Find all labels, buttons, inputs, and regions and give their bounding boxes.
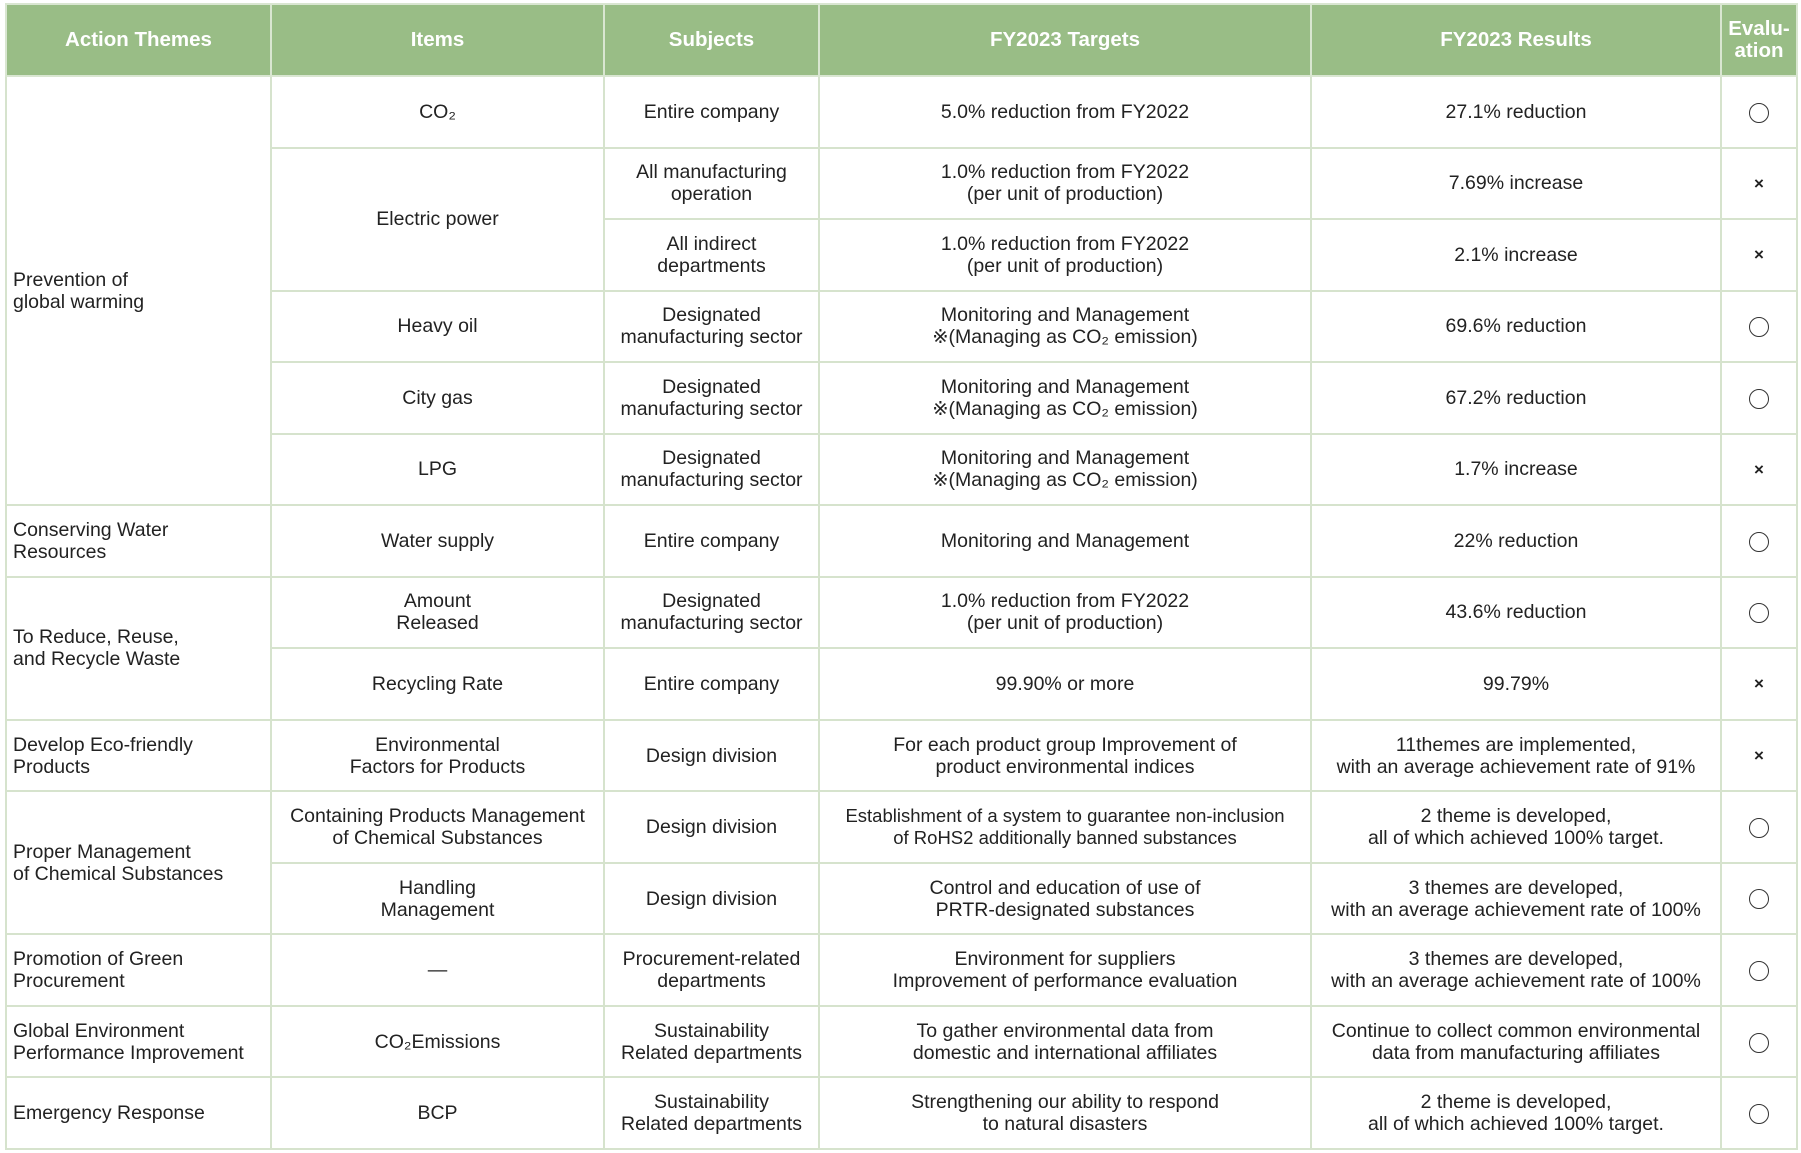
theme-cell: To Reduce, Reuse, and Recycle Waste — [6, 577, 271, 720]
item-cell: Handling Management — [271, 863, 604, 935]
target-cell: 5.0% reduction from FY2022 — [819, 76, 1311, 148]
item-cell: Environmental Factors for Products — [271, 720, 604, 792]
theme-cell: Prevention of global warming — [6, 76, 271, 505]
evaluation-cell — [1721, 577, 1797, 649]
cross-mark-icon: × — [1754, 674, 1764, 694]
item-cell: Heavy oil — [271, 291, 604, 363]
evaluation-cell — [1721, 76, 1797, 148]
subject-cell: All indirect departments — [604, 219, 819, 291]
cross-mark-icon: × — [1754, 173, 1764, 193]
subject-cell: Design division — [604, 791, 819, 863]
subject-cell: Entire company — [604, 505, 819, 577]
result-cell: 11themes are implemented, with an average achievement rate of 91% — [1311, 720, 1721, 792]
circle-mark-icon — [1749, 818, 1769, 838]
header-evaluation: Evalu- ation — [1721, 4, 1797, 76]
evaluation-cell — [1721, 648, 1797, 720]
result-cell: 99.79% — [1311, 648, 1721, 720]
target-cell: 1.0% reduction from FY2022 (per unit of production) — [819, 148, 1311, 220]
evaluation-cell — [1721, 219, 1797, 291]
evaluation-cell — [1721, 434, 1797, 506]
result-cell: 2.1% increase — [1311, 219, 1721, 291]
item-cell: CO₂ — [271, 76, 604, 148]
evaluation-cell — [1721, 1077, 1797, 1149]
item-cell: Recycling Rate — [271, 648, 604, 720]
item-cell: City gas — [271, 362, 604, 434]
table-row — [6, 434, 1797, 506]
table-row — [6, 648, 1797, 720]
item-cell: BCP — [271, 1077, 604, 1149]
result-cell: 2 theme is developed, all of which achieved 100% target. — [1311, 1077, 1721, 1149]
evaluation-cell — [1721, 720, 1797, 792]
cross-mark-icon: × — [1754, 745, 1764, 765]
evaluation-cell — [1721, 1006, 1797, 1078]
subject-cell: Sustainability Related departments — [604, 1077, 819, 1149]
subject-cell: Designated manufacturing sector — [604, 577, 819, 649]
circle-mark-icon — [1749, 1104, 1769, 1124]
circle-mark-icon — [1749, 961, 1769, 981]
table-row — [6, 291, 1797, 363]
item-cell: CO₂Emissions — [271, 1006, 604, 1078]
table-row — [6, 76, 1797, 148]
table-row — [6, 577, 1797, 649]
theme-cell: Emergency Response — [6, 1077, 271, 1149]
result-cell: Continue to collect common environmental data from manufacturing affiliates — [1311, 1006, 1721, 1078]
evaluation-cell — [1721, 863, 1797, 935]
circle-mark-icon — [1749, 603, 1769, 623]
table-row — [6, 148, 1797, 220]
result-cell: 7.69% increase — [1311, 148, 1721, 220]
evaluation-cell — [1721, 362, 1797, 434]
item-cell: Amount Released — [271, 577, 604, 649]
theme-cell: Conserving Water Resources — [6, 505, 271, 577]
circle-mark-icon — [1749, 389, 1769, 409]
subject-cell: Designated manufacturing sector — [604, 434, 819, 506]
target-cell: Monitoring and Management ※(Managing as CO₂ emission) — [819, 362, 1311, 434]
cross-mark-icon: × — [1754, 459, 1764, 479]
table-row — [6, 934, 1797, 1006]
target-cell: 1.0% reduction from FY2022 (per unit of production) — [819, 577, 1311, 649]
table-row — [6, 720, 1797, 792]
header-subjects: Subjects — [604, 4, 819, 76]
subject-cell: Sustainability Related departments — [604, 1006, 819, 1078]
subject-cell: Designated manufacturing sector — [604, 291, 819, 363]
result-cell: 67.2% reduction — [1311, 362, 1721, 434]
header-items: Items — [271, 4, 604, 76]
result-cell: 1.7% increase — [1311, 434, 1721, 506]
subject-cell: Design division — [604, 863, 819, 935]
target-cell: Monitoring and Management ※(Managing as CO₂ emission) — [819, 434, 1311, 506]
item-cell: Electric power — [271, 148, 604, 291]
target-cell: To gather environmental data from domestic and international affiliates — [819, 1006, 1311, 1078]
target-cell: Monitoring and Management ※(Managing as CO₂ emission) — [819, 291, 1311, 363]
result-cell: 22% reduction — [1311, 505, 1721, 577]
result-cell: 43.6% reduction — [1311, 577, 1721, 649]
theme-cell: Proper Management of Chemical Substances — [6, 791, 271, 934]
subject-cell: Entire company — [604, 76, 819, 148]
header-targets: FY2023 Targets — [819, 4, 1311, 76]
table-row — [6, 505, 1797, 577]
subject-cell: Designated manufacturing sector — [604, 362, 819, 434]
circle-mark-icon — [1749, 317, 1769, 337]
header-results: FY2023 Results — [1311, 4, 1721, 76]
evaluation-cell — [1721, 505, 1797, 577]
environmental-targets-table — [5, 3, 1798, 1150]
table-row — [6, 1077, 1797, 1149]
target-cell: Environment for suppliers Improvement of performance evaluation — [819, 934, 1311, 1006]
theme-cell: Develop Eco-friendly Products — [6, 720, 271, 792]
result-cell: 2 theme is developed, all of which achieved 100% target. — [1311, 791, 1721, 863]
theme-cell: Promotion of Green Procurement — [6, 934, 271, 1006]
result-cell: 3 themes are developed, with an average achievement rate of 100% — [1311, 934, 1721, 1006]
circle-mark-icon — [1749, 532, 1769, 552]
target-cell: 99.90% or more — [819, 648, 1311, 720]
evaluation-cell — [1721, 148, 1797, 220]
result-cell: 27.1% reduction — [1311, 76, 1721, 148]
table-row — [6, 1006, 1797, 1078]
cross-mark-icon: × — [1754, 245, 1764, 265]
subject-cell: Design division — [604, 720, 819, 792]
table-row — [6, 791, 1797, 863]
item-cell: Containing Products Management of Chemical Substances — [271, 791, 604, 863]
target-cell: For each product group Improvement of product environmental indices — [819, 720, 1311, 792]
subject-cell: All manufacturing operation — [604, 148, 819, 220]
evaluation-cell — [1721, 934, 1797, 1006]
theme-cell: Global Environment Performance Improvement — [6, 1006, 271, 1078]
result-cell: 69.6% reduction — [1311, 291, 1721, 363]
table-row — [6, 863, 1797, 935]
evaluation-cell — [1721, 791, 1797, 863]
evaluation-cell — [1721, 291, 1797, 363]
target-cell: Establishment of a system to guarantee non-inclusion of RoHS2 additionally banned substances — [819, 791, 1311, 863]
target-cell: Monitoring and Management — [819, 505, 1311, 577]
header-action-themes: Action Themes — [6, 4, 271, 76]
target-cell: Control and education of use of PRTR-designated substances — [819, 863, 1311, 935]
result-cell: 3 themes are developed, with an average achievement rate of 100% — [1311, 863, 1721, 935]
subject-cell: Procurement-related departments — [604, 934, 819, 1006]
target-cell: 1.0% reduction from FY2022 (per unit of production) — [819, 219, 1311, 291]
circle-mark-icon — [1749, 1033, 1769, 1053]
subject-cell: Entire company — [604, 648, 819, 720]
item-cell: — — [271, 934, 604, 1006]
item-cell: LPG — [271, 434, 604, 506]
circle-mark-icon — [1749, 103, 1769, 123]
table-row — [6, 362, 1797, 434]
item-cell: Water supply — [271, 505, 604, 577]
target-cell: Strengthening our ability to respond to natural disasters — [819, 1077, 1311, 1149]
header-row — [6, 4, 1797, 76]
circle-mark-icon — [1749, 889, 1769, 909]
